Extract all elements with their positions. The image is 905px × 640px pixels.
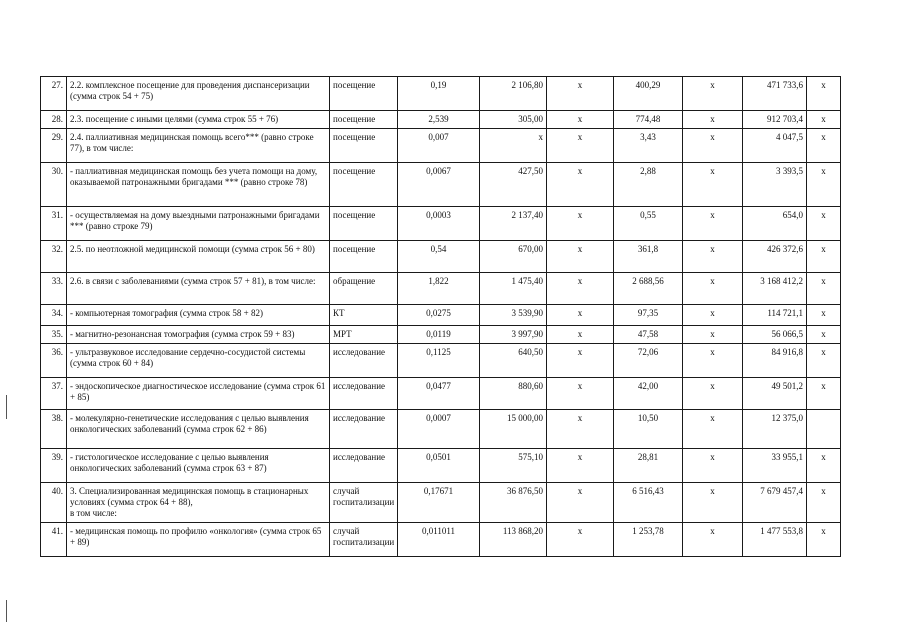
- total-cell: 471 733,6: [743, 77, 807, 111]
- data-table: [40, 76, 841, 557]
- norm-cell: 0,011011: [398, 523, 480, 557]
- unit-cell: КТ: [330, 305, 398, 326]
- description-cell: - компьютерная томография (сумма строк 58 + 82): [67, 305, 330, 326]
- row-number-cell: 36.: [41, 344, 67, 378]
- x-cell: х: [683, 207, 743, 241]
- norm-cell: 0,0003: [398, 207, 480, 241]
- total-cell: 7 679 457,4: [743, 483, 807, 523]
- x-cell: х: [547, 273, 614, 305]
- x-cell: х: [807, 163, 841, 207]
- x-cell: х: [547, 378, 614, 410]
- row-number-cell: 41.: [41, 523, 67, 557]
- x-cell: х: [683, 273, 743, 305]
- row-number-cell: 33.: [41, 273, 67, 305]
- x-cell: х: [807, 129, 841, 163]
- total-cell: 3 393,5: [743, 163, 807, 207]
- table-row: [41, 344, 841, 378]
- x-cell: х: [683, 410, 743, 449]
- per-capita-cell: 6 516,43: [614, 483, 683, 523]
- unit-cost-cell: 305,00: [480, 111, 547, 129]
- per-capita-cell: 42,00: [614, 378, 683, 410]
- table-row: [41, 483, 841, 523]
- total-cell: 114 721,1: [743, 305, 807, 326]
- x-cell: х: [547, 326, 614, 344]
- table-row: [41, 111, 841, 129]
- unit-cell: МРТ: [330, 326, 398, 344]
- table-row: [41, 163, 841, 207]
- norm-cell: 1,822: [398, 273, 480, 305]
- description-cell: - медицинская помощь по профилю «онкология» (сумма строк 65 + 89): [67, 523, 330, 557]
- x-cell: х: [547, 241, 614, 273]
- x-cell: х: [807, 305, 841, 326]
- description-cell: 2.5. по неотложной медицинской помощи (сумма строк 56 + 80): [67, 241, 330, 273]
- x-cell: х: [683, 449, 743, 483]
- x-cell: х: [683, 483, 743, 523]
- x-cell: х: [547, 483, 614, 523]
- per-capita-cell: 400,29: [614, 77, 683, 111]
- x-cell: х: [547, 207, 614, 241]
- table-row: [41, 410, 841, 449]
- x-cell: х: [807, 207, 841, 241]
- unit-cell: исследование: [330, 410, 398, 449]
- description-cell: - магнитно-резонансная томография (сумма строк 59 + 83): [67, 326, 330, 344]
- per-capita-cell: 10,50: [614, 410, 683, 449]
- description-cell: - ультразвуковое исследование сердечно-сосудистой системы (сумма строк 60 + 84): [67, 344, 330, 378]
- x-cell: х: [547, 344, 614, 378]
- x-cell: [807, 410, 841, 449]
- row-number-cell: 30.: [41, 163, 67, 207]
- x-cell: х: [807, 326, 841, 344]
- total-cell: 912 703,4: [743, 111, 807, 129]
- x-cell: х: [807, 523, 841, 557]
- per-capita-cell: 774,48: [614, 111, 683, 129]
- x-cell: х: [547, 111, 614, 129]
- total-cell: 49 501,2: [743, 378, 807, 410]
- per-capita-cell: 28,81: [614, 449, 683, 483]
- x-cell: х: [807, 273, 841, 305]
- total-cell: 654,0: [743, 207, 807, 241]
- unit-cell: исследование: [330, 344, 398, 378]
- norm-cell: 0,0119: [398, 326, 480, 344]
- row-number-cell: 27.: [41, 77, 67, 111]
- unit-cell: исследование: [330, 378, 398, 410]
- norm-cell: 0,19: [398, 77, 480, 111]
- norm-cell: 0,1125: [398, 344, 480, 378]
- description-cell: 2.3. посещение с иными целями (сумма строк 55 + 76): [67, 111, 330, 129]
- unit-cost-cell: 640,50: [480, 344, 547, 378]
- x-cell: х: [547, 77, 614, 111]
- unit-cost-cell: 36 876,50: [480, 483, 547, 523]
- description-cell: 2.6. в связи с заболеваниями (сумма строк 57 + 81), в том числе:: [67, 273, 330, 305]
- x-cell: х: [547, 449, 614, 483]
- description-cell: 2.2. комплексное посещение для проведения диспансеризации (сумма строк 54 + 75): [67, 77, 330, 111]
- row-number-cell: 32.: [41, 241, 67, 273]
- x-cell: х: [683, 163, 743, 207]
- x-cell: х: [807, 449, 841, 483]
- norm-cell: 0,0501: [398, 449, 480, 483]
- table-row: [41, 449, 841, 483]
- norm-cell: 0,54: [398, 241, 480, 273]
- row-number-cell: 34.: [41, 305, 67, 326]
- unit-cost-cell: 670,00: [480, 241, 547, 273]
- per-capita-cell: 361,8: [614, 241, 683, 273]
- x-cell: х: [683, 305, 743, 326]
- row-number-cell: 31.: [41, 207, 67, 241]
- table-row: [41, 207, 841, 241]
- norm-cell: 0,0007: [398, 410, 480, 449]
- norm-cell: 0,0067: [398, 163, 480, 207]
- description-cell: - паллиативная медицинская помощь без учета помощи на дому, оказываемой патронажными бригадами *** (равно строке 78): [67, 163, 330, 207]
- x-cell: х: [683, 378, 743, 410]
- description-cell: - осуществляемая на дому выездными патронажными бригадами *** (равно строке 79): [67, 207, 330, 241]
- unit-cell: посещение: [330, 207, 398, 241]
- unit-cost-cell: 575,10: [480, 449, 547, 483]
- per-capita-cell: 72,06: [614, 344, 683, 378]
- unit-cost-cell: 880,60: [480, 378, 547, 410]
- x-cell: х: [547, 129, 614, 163]
- description-cell: - эндоскопическое диагностическое исследование (сумма строк 61 + 85): [67, 378, 330, 410]
- table-row: [41, 273, 841, 305]
- table-body: [41, 77, 841, 557]
- x-cell: х: [807, 77, 841, 111]
- unit-cell: исследование: [330, 449, 398, 483]
- table-row: [41, 378, 841, 410]
- x-cell: х: [683, 344, 743, 378]
- x-cell: х: [683, 326, 743, 344]
- unit-cost-cell: 113 868,20: [480, 523, 547, 557]
- norm-cell: 2,539: [398, 111, 480, 129]
- norm-cell: 0,0275: [398, 305, 480, 326]
- unit-cell: посещение: [330, 111, 398, 129]
- per-capita-cell: 3,43: [614, 129, 683, 163]
- x-cell: х: [807, 111, 841, 129]
- norm-cell: 0,17671: [398, 483, 480, 523]
- total-cell: 426 372,6: [743, 241, 807, 273]
- total-cell: 84 916,8: [743, 344, 807, 378]
- per-capita-cell: 1 253,78: [614, 523, 683, 557]
- unit-cost-cell: 2 137,40: [480, 207, 547, 241]
- unit-cost-cell: х: [480, 129, 547, 163]
- unit-cell: посещение: [330, 77, 398, 111]
- x-cell: х: [807, 344, 841, 378]
- total-cell: 12 375,0: [743, 410, 807, 449]
- description-cell: - молекулярно-генетические исследования с целью выявления онкологических заболеваний (сумма строк 62 + 86): [67, 410, 330, 449]
- per-capita-cell: 2 688,56: [614, 273, 683, 305]
- row-number-cell: 38.: [41, 410, 67, 449]
- x-cell: х: [807, 241, 841, 273]
- scan-edge-mark: [6, 395, 7, 419]
- total-cell: 1 477 553,8: [743, 523, 807, 557]
- total-cell: 33 955,1: [743, 449, 807, 483]
- x-cell: х: [547, 305, 614, 326]
- total-cell: 4 047,5: [743, 129, 807, 163]
- unit-cost-cell: 3 539,90: [480, 305, 547, 326]
- x-cell: х: [683, 523, 743, 557]
- row-number-cell: 28.: [41, 111, 67, 129]
- x-cell: х: [683, 77, 743, 111]
- unit-cell: обращение: [330, 273, 398, 305]
- total-cell: 56 066,5: [743, 326, 807, 344]
- x-cell: х: [683, 111, 743, 129]
- table-row: [41, 326, 841, 344]
- x-cell: х: [547, 523, 614, 557]
- row-number-cell: 29.: [41, 129, 67, 163]
- description-cell: 2.4. паллиативная медицинская помощь всего*** (равно строке 77), в том числе:: [67, 129, 330, 163]
- description-cell: 3. Специализированная медицинская помощь в стационарных условиях (сумма строк 64 + 88), в том числе:: [67, 483, 330, 523]
- unit-cost-cell: 2 106,80: [480, 77, 547, 111]
- unit-cost-cell: 15 000,00: [480, 410, 547, 449]
- x-cell: х: [807, 378, 841, 410]
- per-capita-cell: 0,55: [614, 207, 683, 241]
- x-cell: х: [547, 410, 614, 449]
- description-cell: - гистологическое исследование с целью выявления онкологических заболеваний (сумма строк 63 + 87): [67, 449, 330, 483]
- x-cell: х: [807, 483, 841, 523]
- per-capita-cell: 97,35: [614, 305, 683, 326]
- table-row: [41, 523, 841, 557]
- unit-cell: посещение: [330, 129, 398, 163]
- x-cell: х: [547, 163, 614, 207]
- row-number-cell: 40.: [41, 483, 67, 523]
- row-number-cell: 39.: [41, 449, 67, 483]
- norm-cell: 0,0477: [398, 378, 480, 410]
- unit-cell: посещение: [330, 163, 398, 207]
- norm-cell: 0,007: [398, 129, 480, 163]
- total-cell: 3 168 412,2: [743, 273, 807, 305]
- per-capita-cell: 47,58: [614, 326, 683, 344]
- table-row: [41, 77, 841, 111]
- table-row: [41, 305, 841, 326]
- unit-cell: посещение: [330, 241, 398, 273]
- scan-edge-mark: [6, 600, 7, 622]
- row-number-cell: 35.: [41, 326, 67, 344]
- table-row: [41, 241, 841, 273]
- x-cell: х: [683, 241, 743, 273]
- unit-cell: случай госпитализации: [330, 483, 398, 523]
- x-cell: х: [683, 129, 743, 163]
- table-row: [41, 129, 841, 163]
- row-number-cell: 37.: [41, 378, 67, 410]
- unit-cell: случай госпитализации: [330, 523, 398, 557]
- unit-cost-cell: 1 475,40: [480, 273, 547, 305]
- unit-cost-cell: 3 997,90: [480, 326, 547, 344]
- per-capita-cell: 2,88: [614, 163, 683, 207]
- unit-cost-cell: 427,50: [480, 163, 547, 207]
